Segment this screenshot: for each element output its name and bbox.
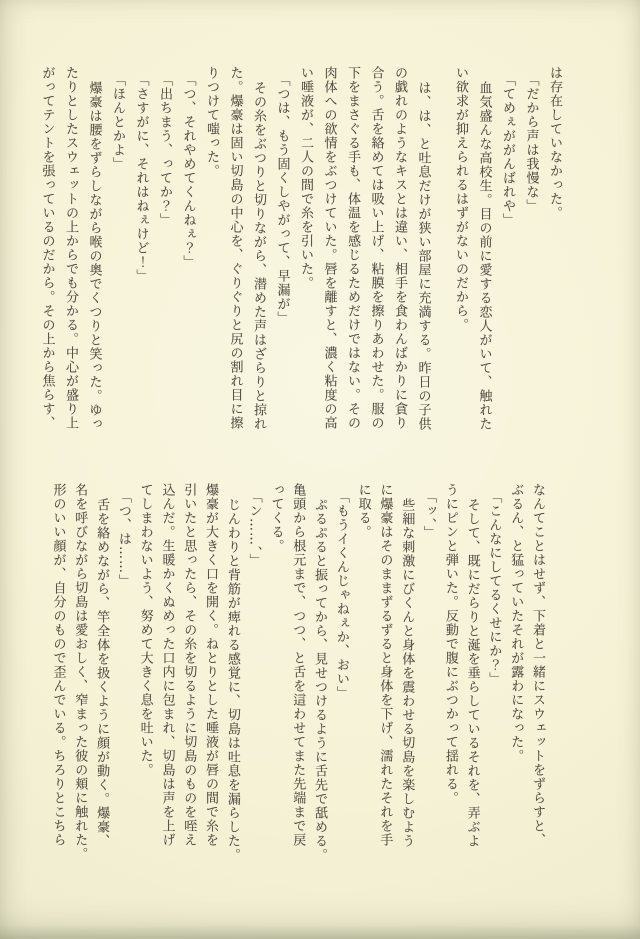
text-line-top-12: 「つは、もう固くしやがって、早漏が」 — [274, 73, 290, 325]
text-block-bottom — [47, 483, 548, 871]
text-line-bottom-9: に取る。 — [355, 483, 371, 539]
text-line-top-15: りつけて嗤った。 — [204, 66, 219, 178]
text-line-bottom-4: そして、既にだらりと涎を垂らしているそれを、弄ぶよ — [464, 498, 480, 848]
text-line-bottom-5: うにピンと弾いた。反動で腹にぶつかって揺れる。 — [442, 483, 458, 805]
text-line-bottom-8: に爆豪はそのままずるずると身体を下げ、濡れたそれを手 — [377, 483, 393, 847]
text-line-top-18: 「さすがに、それはねぇけど！」 — [133, 73, 149, 283]
text-line-top-11: い唾液が、二人の間で糸を引いた。 — [298, 66, 313, 290]
text-line-top-9: 下をまさぐる手も、体温を感じるためだけではない。その — [345, 66, 360, 430]
text-line-top-5: い欲求が抑えられるはずがないのだから。 — [453, 66, 468, 332]
text-line-top-4: 血気盛んな高校生。目の前に愛する恋人がいて、触れた — [476, 81, 492, 431]
text-line-top-1: は存在していなかった。 — [547, 66, 562, 220]
text-line-bottom-12: 亀頭から根元まで、つつ、と舌を這わせてまた先端まで戻 — [290, 483, 306, 847]
text-line-bottom-23: 形のいい顔が、自分のもので歪んでいる。ちろりとこちら — [50, 483, 66, 847]
text-line-top-10: 肉体への欲情をぶつけていた。唇を離すと、濃く粘度の高 — [321, 66, 337, 430]
text-line-top-7: の戯れのようなキスとは違い、相手を食わんばかりに貪り — [392, 66, 407, 430]
text-line-top-3: 「てめぇががんばれや」 — [500, 73, 515, 227]
text-block-top — [35, 66, 566, 448]
text-line-top-20: 爆豪は腰をずらしながら喉の奥でくつりと笑った。ゆっ — [86, 81, 102, 431]
text-line-top-17: 「出ちまう、ってか？」 — [157, 73, 172, 227]
text-line-bottom-10: 「もうイくんじゃねぇか、おい」 — [333, 490, 349, 700]
text-line-bottom-22: 名を呼びながら切島は愛おしく、窄まった彼の頬に触れた。 — [72, 483, 88, 861]
text-line-top-16: 「つ、それやめてくんねぇ？」 — [180, 73, 196, 269]
text-line-bottom-19: てしまわないよう、努めて大きく息を吐いた。 — [137, 483, 153, 777]
text-line-bottom-20: 「つ、は……」 — [115, 490, 131, 588]
text-line-top-13: その糸をぶつりと切りながら、潜めた声はざらりと掠れ — [251, 81, 266, 431]
text-line-bottom-18: 込んだ。生暖かくぬめった口内に包まれ、切島は声を上げ — [159, 483, 175, 847]
text-line-top-6: は、は、と吐息だけが狭い部屋に充満する。昨日の子供 — [415, 81, 431, 431]
text-line-bottom-1: なんてことはせず、下着と一緒にスウェットをずらすと、 — [530, 483, 545, 847]
text-line-bottom-11: ぷるぷると振ってから、見せつけるように舌先で舐める。 — [312, 498, 328, 862]
text-line-bottom-3: 「こんなにしてるくせにか？」 — [486, 490, 502, 686]
text-line-bottom-16: 爆豪が大きく口を開く。ねとりとした唾液が唇の間で糸を — [203, 483, 219, 847]
text-line-top-22: がってテントを張っているのだから。その上から焦らす、 — [39, 66, 55, 430]
text-line-top-2: 「だから声は我慢な」 — [523, 73, 539, 213]
text-line-top-21: たりとしたスウェットの上からでも分かる。中心が盛り上 — [63, 66, 78, 430]
text-line-bottom-21: 舌を絡めながら、竿全体を扱くように顔が動く。爆豪、 — [94, 498, 110, 848]
text-line-bottom-7: 些細な刺激にびくんと身体を震わせる切島を楽しむよう — [399, 498, 415, 848]
text-line-bottom-13: ってくる。 — [268, 483, 284, 553]
text-line-top-8: 合う。舌を絡めては吸い上げ、粘膜を擦りあわせた。服の — [368, 66, 384, 430]
text-line-bottom-14: 「ン……、」 — [246, 490, 262, 568]
text-line-bottom-17: 引いたと思ったら、その糸を切るように切島のものを咥え — [181, 483, 197, 847]
text-line-top-19: 「ほんとかよ」 — [110, 73, 125, 171]
text-line-bottom-6: 「ッ、」 — [421, 490, 437, 540]
text-line-bottom-2: ぶるん、と猛っていたそれが露わになった。 — [508, 483, 524, 763]
text-line-top-14: た。爆豪は固い切島の中心を、ぐりぐりと尻の割れ目に擦 — [227, 66, 243, 430]
text-line-bottom-15: じんわりと背筋が痺れる感覚に、切島は吐息を漏らした。 — [224, 498, 240, 862]
